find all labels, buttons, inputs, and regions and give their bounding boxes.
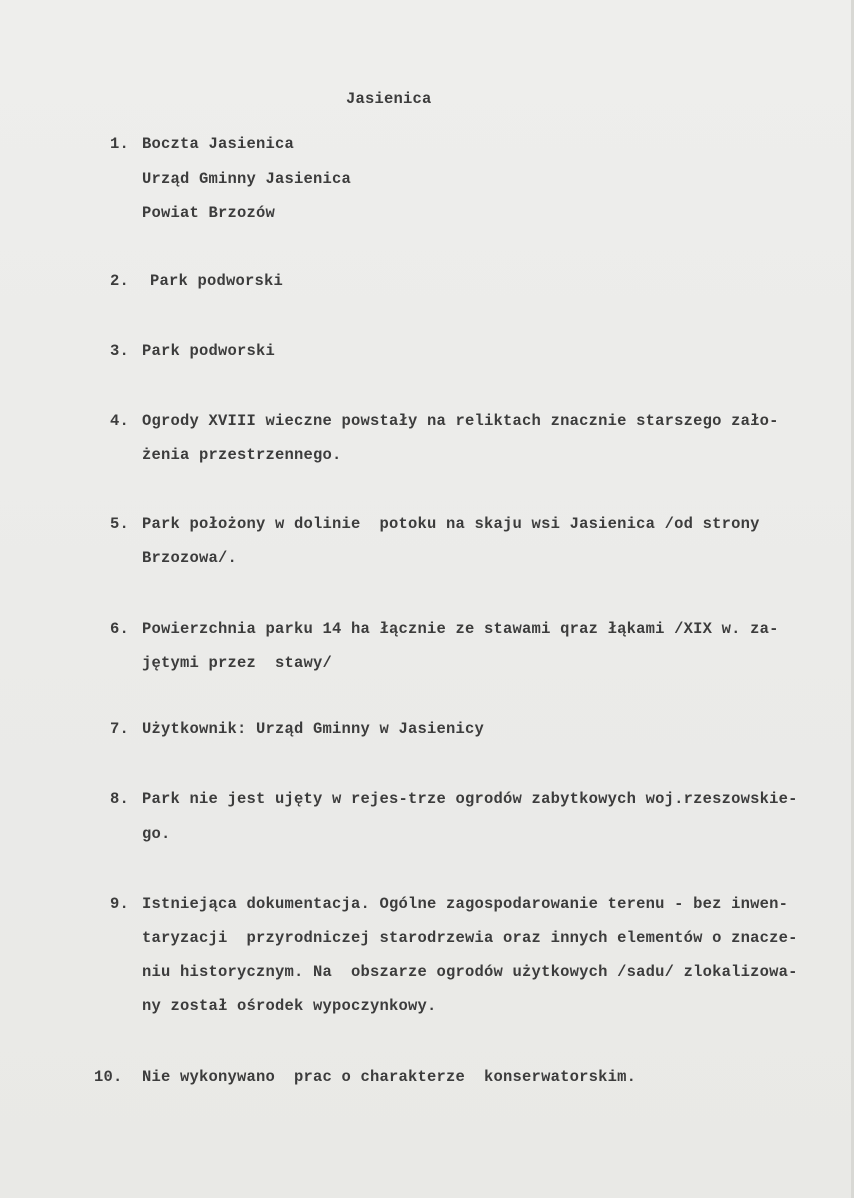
item-line: Park nie jest ujęty w rejes-trze ogrodów zabytkowych woj.rzeszowskie-	[142, 790, 798, 808]
item-line: Ogrody XVIII wieczne powstały na reliktach znacznie starszego zało-	[142, 412, 779, 430]
item-line: niu historycznym. Na obszarze ogrodów użytkowych /sadu/ zlokalizowa-	[142, 963, 798, 981]
item-line: Nie wykonywano prac o charakterze konserwatorskim.	[142, 1068, 637, 1086]
item-number: 9.	[110, 895, 130, 913]
document-title: Jasienica	[346, 90, 432, 108]
item-line: go.	[142, 825, 171, 843]
item-number: 3.	[110, 342, 130, 360]
item-number: 5.	[110, 515, 130, 533]
item-line: Urząd Gminny Jasienica	[142, 170, 352, 188]
item-line: ny został ośrodek wypoczynkowy.	[142, 997, 437, 1015]
item-number: 1.	[110, 135, 130, 153]
item-number: 7.	[110, 720, 130, 738]
item-line: Park podworski	[142, 342, 276, 360]
item-line: żenia przestrzennego.	[142, 446, 342, 464]
item-line: Brzozowa/.	[142, 549, 238, 567]
item-number: 8.	[110, 790, 130, 808]
item-line: Powierzchnia parku 14 ha łącznie ze stawami qraz łąkami /XIX w. za-	[142, 620, 779, 638]
item-number: 10.	[94, 1068, 123, 1086]
item-line: Park podworski	[150, 272, 284, 290]
item-line: jętymi przez stawy/	[142, 654, 333, 672]
item-line: Boczta Jasienica	[142, 135, 295, 153]
item-line: Powiat Brzozów	[142, 204, 276, 222]
item-number: 4.	[110, 412, 130, 430]
item-number: 2.	[110, 272, 130, 290]
item-line: taryzacji przyrodniczej starodrzewia oraz innych elementów o znacze-	[142, 929, 798, 947]
item-number: 6.	[110, 620, 130, 638]
item-line: Park położony w dolinie potoku na skaju wsi Jasienica /od strony	[142, 515, 760, 533]
item-line: Użytkownik: Urząd Gminny w Jasienicy	[142, 720, 485, 738]
item-line: Istniejąca dokumentacja. Ogólne zagospodarowanie terenu - bez inwen-	[142, 895, 789, 913]
